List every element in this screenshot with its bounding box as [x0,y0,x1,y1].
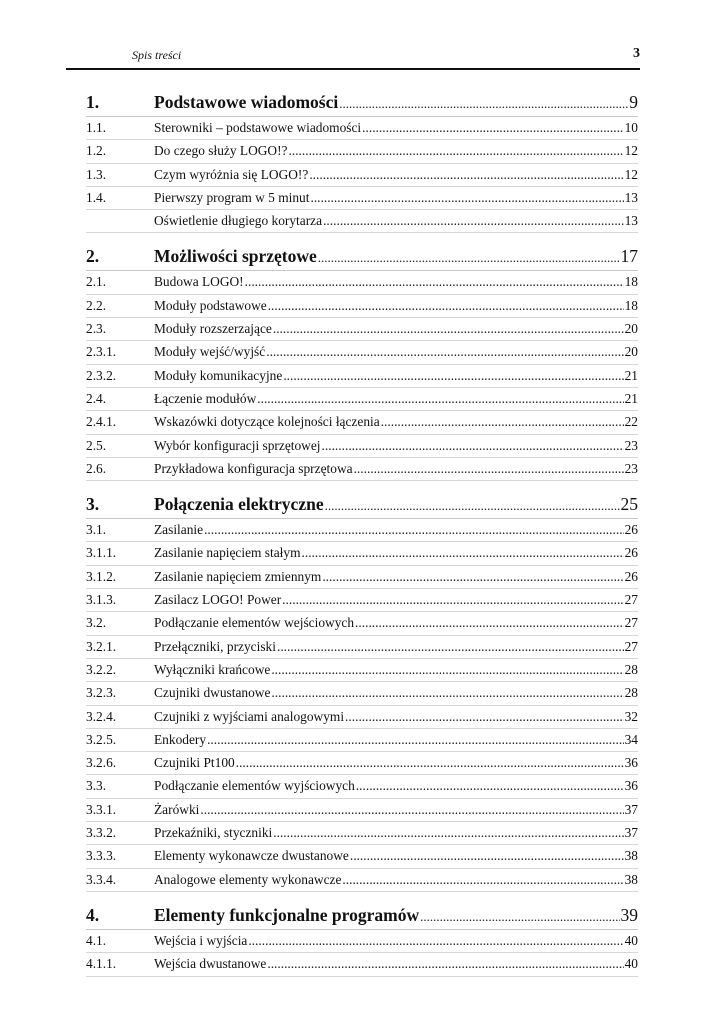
dot-leader [273,318,624,340]
entry-title: Czujniki z wyjściami analogowymi [154,708,345,724]
dot-leader [248,930,623,952]
entry-title: Analogowe elementy wykonawcze [154,871,342,887]
entry-number: 2.4. [86,390,107,406]
chapter-number: 1. [86,92,100,112]
entry-number: 4.1.1. [86,956,117,972]
entry-page: 20 [624,321,638,337]
entry-number: 3.1.3. [86,592,117,608]
entry-page: 12 [624,166,638,182]
entry-page: 10 [624,120,638,135]
toc-entry[interactable] [86,140,638,163]
chapter-page: 25 [620,494,638,515]
dot-leader [271,659,623,681]
toc-entry[interactable] [86,210,638,233]
dot-leader [355,612,624,634]
toc-entry[interactable] [86,869,638,892]
entry-number: 2.3. [86,321,107,337]
entry-page: 26 [624,522,638,538]
toc-entry[interactable] [86,365,638,388]
entry-number: 1.2. [86,143,107,159]
chapter-number: 4. [86,904,100,925]
entry-page: 13 [624,213,638,229]
toc-entry[interactable] [86,589,638,612]
entry-title: Zasilanie napięciem zmiennym [154,568,322,584]
entry-title: Sterowniki – podstawowe wiadomości [154,120,362,135]
entry-page: 27 [624,638,638,654]
dot-leader [266,341,623,363]
toc-chapter-entry[interactable] [86,901,638,930]
dot-leader [381,411,624,433]
toc-entry[interactable] [86,775,638,798]
dot-leader [271,682,623,704]
dot-leader [302,542,624,564]
chapter-title: Możliwości sprzętowe [154,246,317,267]
toc-entry[interactable] [86,612,638,635]
entry-number: 3.1. [86,522,107,538]
entry-page: 20 [624,344,638,360]
entry-title: Wybór konfiguracji sprzętowej [154,437,321,453]
toc-entry[interactable] [86,271,638,294]
dot-leader [236,752,624,774]
dot-leader [345,706,624,728]
entry-page: 27 [624,615,638,631]
entry-title: Łączenie modułów [154,390,257,406]
entry-page: 26 [624,568,638,584]
entry-page: 18 [624,274,638,290]
entry-title: Zasilanie napięciem stałym [154,545,301,561]
entry-page: 38 [624,848,638,864]
dot-leader [362,117,623,139]
entry-page: 23 [624,460,638,476]
entry-title: Moduły podstawowe [154,297,267,313]
dot-leader [339,90,628,118]
toc-entry[interactable] [86,164,638,187]
toc-section [86,88,638,233]
entry-title: Enkodery [154,731,207,747]
dot-leader [200,799,623,821]
entry-page: 36 [624,778,638,794]
dot-leader [207,729,624,751]
entry-number: 3.2.1. [86,638,117,654]
toc-entry[interactable] [86,752,638,775]
entry-page: 38 [624,871,638,887]
toc-entry[interactable] [86,519,638,542]
toc-chapter-entry[interactable] [86,88,638,117]
entry-number: 2.6. [86,460,107,476]
entry-number: 2.1. [86,274,107,290]
entry-page: 37 [624,825,638,841]
entry-title: Czym wyróżnia się LOGO!? [154,166,309,182]
entry-number: 1.4. [86,189,107,205]
dot-leader [318,244,620,272]
toc-entry[interactable] [86,542,638,565]
entry-number: 3.2.6. [86,755,117,771]
entry-page: 36 [624,755,638,771]
entry-title: Pierwszy program w 5 minut [154,189,310,205]
entry-number: 3.3.1. [86,801,117,817]
entry-number: 3.3. [86,778,107,794]
entry-title: Wejścia i wyjścia [154,932,248,948]
entry-page: 21 [624,390,638,406]
toc-chapter-entry[interactable] [86,242,638,271]
entry-page: 13 [624,189,638,205]
entry-title: Przekaźniki, styczniki [154,825,273,841]
dot-leader [420,903,619,931]
entry-page: 28 [624,661,638,677]
entry-title: Oświetlenie długiego korytarza [154,213,323,229]
toc-entry[interactable] [86,566,638,589]
entry-title: Zasilacz LOGO! Power [154,592,282,608]
chapter-title: Połączenia elektryczne [154,494,324,515]
entry-number: 3.2.2. [86,661,117,677]
dot-leader [350,845,624,867]
chapter-page: 39 [620,904,638,925]
entry-number: 4.1. [86,932,107,948]
dot-leader [245,271,624,293]
toc-entry[interactable] [86,117,638,140]
dot-leader [257,388,623,410]
dot-leader [322,566,623,588]
entry-title: Czujniki dwustanowe [154,685,271,701]
entry-page: 40 [624,956,638,972]
toc-entry[interactable] [86,659,638,682]
toc-entry[interactable] [86,187,638,210]
entry-page: 34 [624,731,638,747]
entry-page: 37 [624,801,638,817]
entry-page: 26 [624,545,638,561]
entry-number: 2.4.1. [86,414,117,430]
dot-leader [342,869,623,891]
entry-page: 23 [624,437,638,453]
dot-leader [268,295,624,317]
entry-title: Żarówki [154,801,200,817]
entry-number: 3.1.1. [86,545,117,561]
toc-entry[interactable] [86,295,638,318]
toc-entry[interactable] [86,411,638,434]
entry-page: 27 [624,592,638,608]
entry-title: Moduły wejść/wyjść [154,344,266,360]
dot-leader [204,519,624,541]
entry-number: 3.2.3. [86,685,117,701]
entry-number: 1.3. [86,166,107,182]
entry-title: Do czego służy LOGO!? [154,143,288,159]
entry-page: 40 [624,932,638,948]
entry-title: Elementy wykonawcze dwustanowe [154,848,349,864]
toc-entry[interactable] [86,435,638,458]
entry-title: Przykładowa konfiguracja sprzętowa [154,460,353,476]
entry-title: Wyłączniki krańcowe [154,661,271,677]
toc-entry[interactable] [86,636,638,659]
dot-leader [310,187,623,209]
dot-leader [309,164,623,186]
entry-number: 1.1. [86,120,107,135]
toc-entry[interactable] [86,930,638,953]
chapter-page: 17 [620,246,638,267]
dot-leader [277,636,624,658]
dot-leader [273,822,623,844]
entry-title: Moduły komunikacyjne [154,367,283,383]
entry-title: Podłączanie elementów wyjściowych [154,778,355,794]
chapter-number: 3. [86,494,100,515]
toc-section [86,242,638,481]
toc-section [86,901,638,977]
toc-entry[interactable] [86,706,638,729]
toc-entry[interactable] [86,682,638,705]
entry-page: 12 [624,143,638,159]
dot-leader [283,365,623,387]
dot-leader [267,953,623,975]
entry-number: 3.2. [86,615,107,631]
dot-leader [322,435,624,457]
dot-leader [354,458,624,480]
toc-entry[interactable] [86,388,638,411]
dot-leader [356,775,624,797]
toc-entry[interactable] [86,729,638,752]
entry-number: 3.2.5. [86,731,117,747]
running-header [66,44,640,70]
entry-page: 22 [624,414,638,430]
toc-chapter-entry[interactable] [86,490,638,519]
toc-entry[interactable] [86,822,638,845]
chapter-number: 2. [86,246,100,267]
chapter-page: 9 [629,92,638,112]
toc-entry[interactable] [86,458,638,481]
entry-page: 32 [624,708,638,724]
entry-number: 3.3.2. [86,825,117,841]
toc-section [86,490,638,892]
entry-page: 28 [624,685,638,701]
entry-title: Moduły rozszerzające [154,321,272,337]
chapter-title: Elementy funkcjonalne programów [154,904,420,925]
dot-leader [289,140,624,162]
entry-title: Zasilanie [154,522,204,538]
entry-title: Podłączanie elementów wejściowych [154,615,355,631]
entry-number: 3.2.4. [86,708,117,724]
dot-leader [325,492,620,520]
entry-page: 21 [624,367,638,383]
entry-title: Przełączniki, przyciski [154,638,276,654]
entry-number: 2.3.1. [86,344,117,360]
chapter-title: Podstawowe wiadomości [154,92,339,112]
toc-entry[interactable] [86,341,638,364]
table-of-contents [86,88,638,986]
running-header-title: Spis treści [132,48,182,62]
page-number: 3 [633,46,640,61]
entry-page: 18 [624,297,638,313]
entry-title: Budowa LOGO! [154,274,244,290]
entry-number: 2.5. [86,437,107,453]
dot-leader [282,589,623,611]
entry-number: 3.3.4. [86,871,117,887]
toc-entry[interactable] [86,799,638,822]
entry-number: 3.3.3. [86,848,117,864]
toc-entry[interactable] [86,953,638,976]
entry-number: 3.1.2. [86,568,117,584]
toc-entry[interactable] [86,318,638,341]
entry-number: 2.3.2. [86,367,117,383]
entry-number: 2.2. [86,297,107,313]
dot-leader [323,210,624,232]
entry-title: Czujniki Pt100 [154,755,235,771]
toc-entry[interactable] [86,845,638,868]
entry-title: Wejścia dwustanowe [154,956,267,972]
entry-title: Wskazówki dotyczące kolejności łączenia [154,414,380,430]
